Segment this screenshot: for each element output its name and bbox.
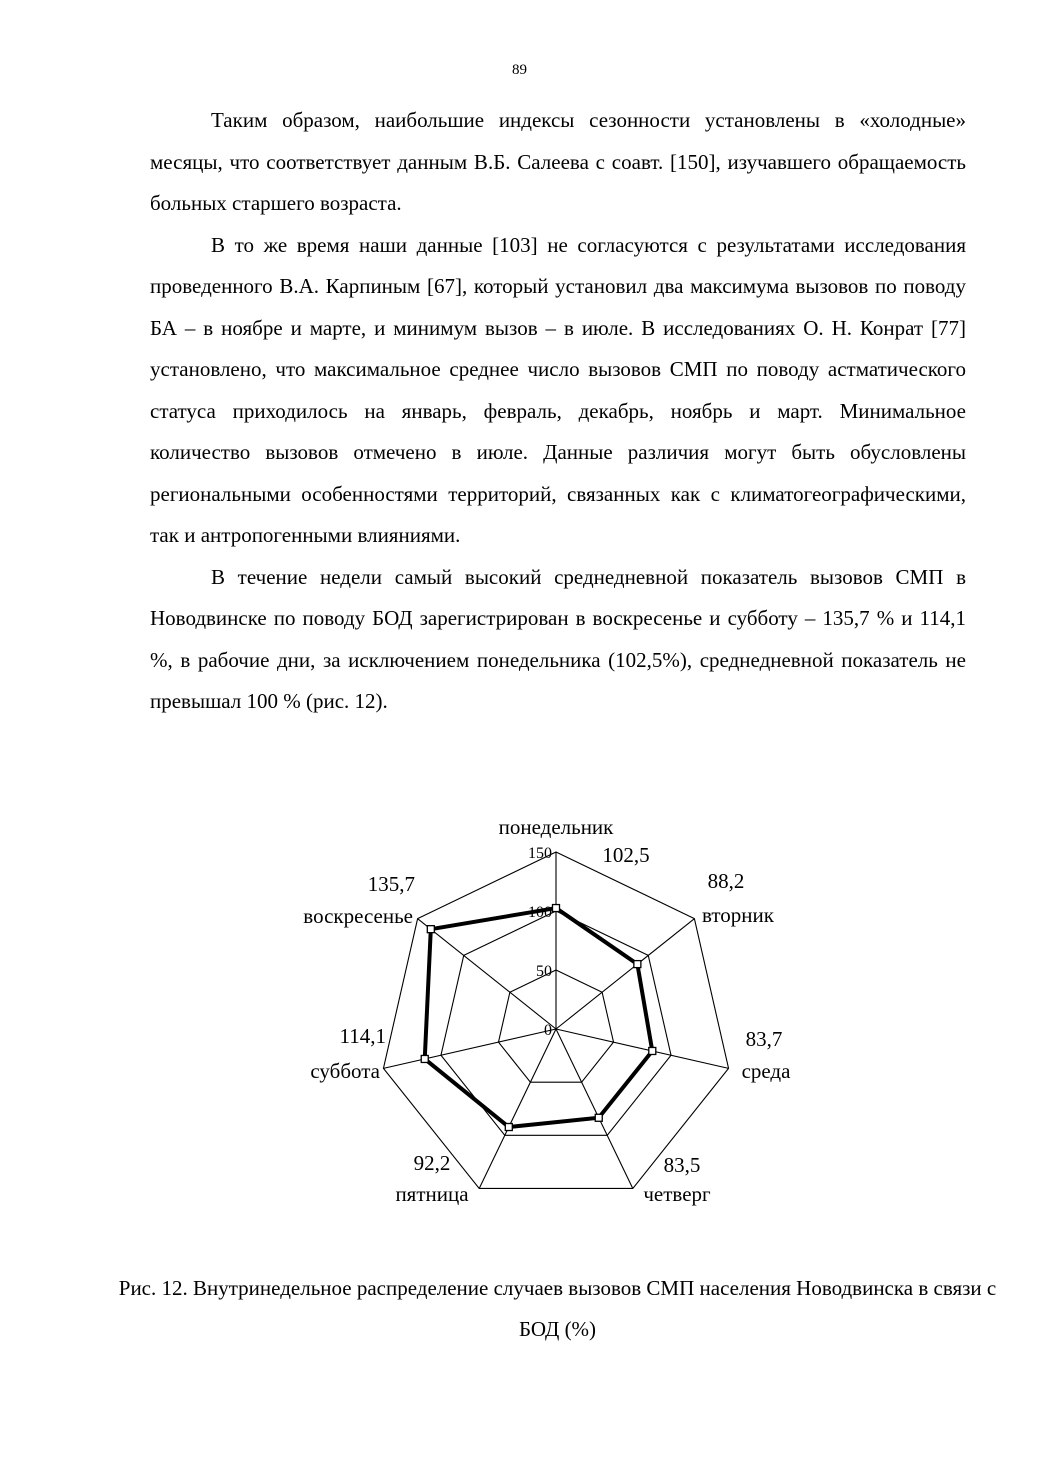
data-point bbox=[649, 1047, 656, 1054]
data-label: 135,7 bbox=[367, 872, 415, 896]
category-label: понедельник bbox=[498, 815, 614, 839]
data-point bbox=[427, 926, 434, 933]
data-point bbox=[595, 1114, 602, 1121]
figure-caption: Рис. 12. Внутринедельное распределение случаев вызовов СМП населения Новодвинска в связи с БОД (%) bbox=[118, 1276, 997, 1341]
category-label: суббота bbox=[310, 1059, 380, 1083]
data-point bbox=[634, 961, 641, 968]
data-label: 83,5 bbox=[663, 1153, 701, 1177]
radar-chart bbox=[270, 810, 830, 1220]
category-label: воскресенье bbox=[303, 904, 413, 928]
tick-label: 150 bbox=[528, 845, 552, 862]
paragraph: Таким образом, наибольшие индексы сезонности установлены в «холодные» месяцы, что соответствует данным В.Б. Салеева с соавт. [150], изучавшего обращаемость больных старшего возраста. bbox=[150, 108, 966, 215]
data-label: 83,7 bbox=[745, 1027, 783, 1051]
tick-label: 0 bbox=[544, 1022, 552, 1039]
category-label: пятница bbox=[395, 1182, 469, 1206]
data-point bbox=[553, 905, 560, 912]
page-number: 89 bbox=[512, 62, 527, 78]
tick-label: 50 bbox=[536, 963, 552, 980]
tick-label: 100 bbox=[528, 904, 552, 921]
axis-spoke bbox=[479, 1029, 556, 1188]
data-label: 92,2 bbox=[413, 1151, 451, 1175]
data-label: 114,1 bbox=[339, 1024, 386, 1048]
category-label: вторник bbox=[702, 903, 774, 927]
data-point bbox=[421, 1055, 428, 1062]
axis-spoke bbox=[383, 1029, 556, 1068]
paragraph: В течение недели самый высокий среднедневной показатель вызовов СМП в Новодвинске по поводу БОД зарегистрирован в воскресенье и субботу – 135,7 % и 114,1 %, в рабочие дни, за исключением понедельника (102,5%), среднедневной показатель не превышал 100 % (рис. 12). bbox=[150, 564, 966, 713]
body-text bbox=[150, 100, 966, 723]
paragraph: В то же время наши данные [103] не согласуются с результатами исследования проведенного В.А. Карпиным [67], который установил два максимума вызовов по поводу БА – в ноябре и марте, и минимум вызов – в июле. В исследованиях О. Н. Конрат [77] установлено, что максимальное среднее число вызовов СМП по поводу астматического статуса приходилось на январь, февраль, декабрь, ноябрь и март. Минимальное количество вызовов отмечено в июле. Данные различия могут быть обусловлены региональными особенностями территорий, связанных как с климатогеографическими, так и антропогенными влияниями. bbox=[150, 232, 966, 547]
category-label: среда bbox=[741, 1059, 791, 1083]
data-point bbox=[505, 1124, 512, 1131]
axis-spoke bbox=[556, 919, 694, 1029]
data-label: 102,5 bbox=[602, 843, 650, 867]
radar-chart-svg bbox=[270, 810, 830, 1220]
axis-spoke bbox=[556, 1029, 633, 1188]
category-label: четверг bbox=[643, 1182, 711, 1206]
data-label: 88,2 bbox=[707, 869, 745, 893]
